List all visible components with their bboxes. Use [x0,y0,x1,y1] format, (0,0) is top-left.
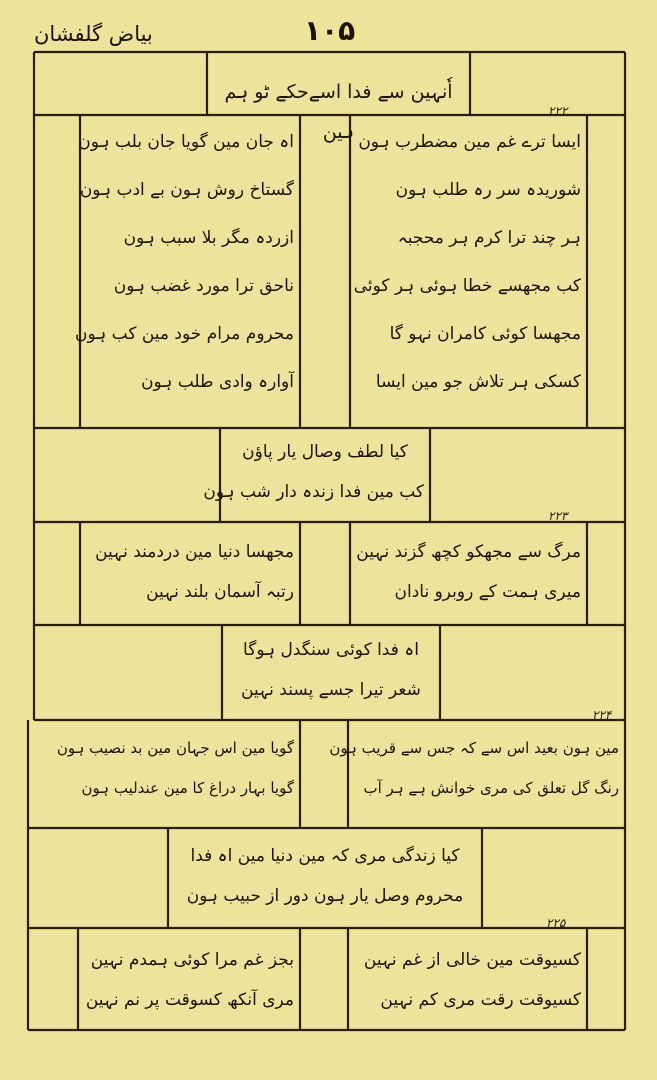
verse-number: ۲۲۴ [592,708,612,722]
title-couplet: اٗنہین سے فدا اسےحکے ٹو ہم ہین [224,81,453,143]
verse-line: گستاخ روش ہون بے ادب ہون [79,180,294,200]
verse-line: رنگ گل تعلق کی مری خوانش ہے ہر آب [363,779,619,797]
couplet-line: اہ فدا کوئی سنگدل ہوگا [243,640,419,660]
verse-line: ناحق ترا مورد غضب ہون [113,276,294,296]
verse-line: آوارہ وادی طلب ہون [141,372,294,392]
verse-left-column [80,532,300,622]
verse-number: ۲۲۳ [548,509,568,523]
couplet-line: شعر تیرا جسے پسند نہین [241,680,421,700]
verse-line: بجز غم مرا کوئی ہمدم نہین [90,950,294,970]
verse-line: میری ہمت کے روبرو نادان [394,582,581,602]
couplet-line: محروم وصل یار ہون دور از حبیب ہون [186,886,464,906]
verse-line: گویا مین اس جہان مین بد نصیب ہون [56,739,294,757]
couplet-box [168,836,482,926]
verse-line: مین ہون بعید اس سے کہ جس سے قریب ہون [329,739,619,757]
verse-line: اہ جان مین گویا جان بلب ہون [78,132,294,152]
verse-left-column [75,118,300,426]
verse-line: رتبہ آسمان بلند نہین [146,582,294,602]
verse-left-column [28,728,300,826]
verse-line: محروم مرام خود مین کب ہون [75,324,294,344]
verse-number: ۲۲۵ [546,916,566,930]
verse-line: کسیوقت رقت مری کم نہین [380,990,581,1010]
couplet-box [203,432,430,520]
verse-line: مجھسا کوئی کامران نہو گا [389,324,581,344]
verse-line: کب مجھسے خطا ہوئی ہر کوئی [353,276,581,296]
couplet-line: کیا لطف وصال یار پاؤن [242,442,408,462]
verse-line: مری آنکھ کسوقت پر نم نہین [85,990,294,1010]
verse-right-column [329,728,625,826]
verse-line: گویا بہار دراغ کا مین عندلیب ہون [81,779,294,797]
verse-right-column [350,532,587,622]
verse-right-column [350,118,587,426]
couplet-box [222,630,440,718]
verse-number: ۲۲۲ [548,104,568,118]
verse-line: مجھسا دنیا مین دردمند نہین [95,542,294,562]
verse-line: ایسا ترے غم مین مضطرب ہون [358,132,581,152]
verse-line: کسیوقت مین خالی از غم نہین [363,950,581,970]
verse-line: کسکی ہر تلاش جو مین ایسا [375,372,581,392]
verse-line: ہر چند ترا کرم ہر محجبہ [397,228,581,248]
verse-line: شوریدہ سر رہ طلب ہون [395,180,581,200]
page-number: ۱۰۵ [304,14,356,47]
couplet-line: کیا زندگی مری کہ مین دنیا مین اہ فدا [190,846,460,866]
book-title: بیاض گلفشان [34,22,153,46]
couplet-line: کب مین فدا زندہ دار شب ہون [203,482,424,502]
verse-right-column [348,940,587,1028]
verse-line: ازردہ مگر بلا سبب ہون [123,228,294,248]
verse-left-column [78,940,300,1028]
verse-line: مرگ سے مجھکو کچھ گزند نہین [356,542,581,562]
